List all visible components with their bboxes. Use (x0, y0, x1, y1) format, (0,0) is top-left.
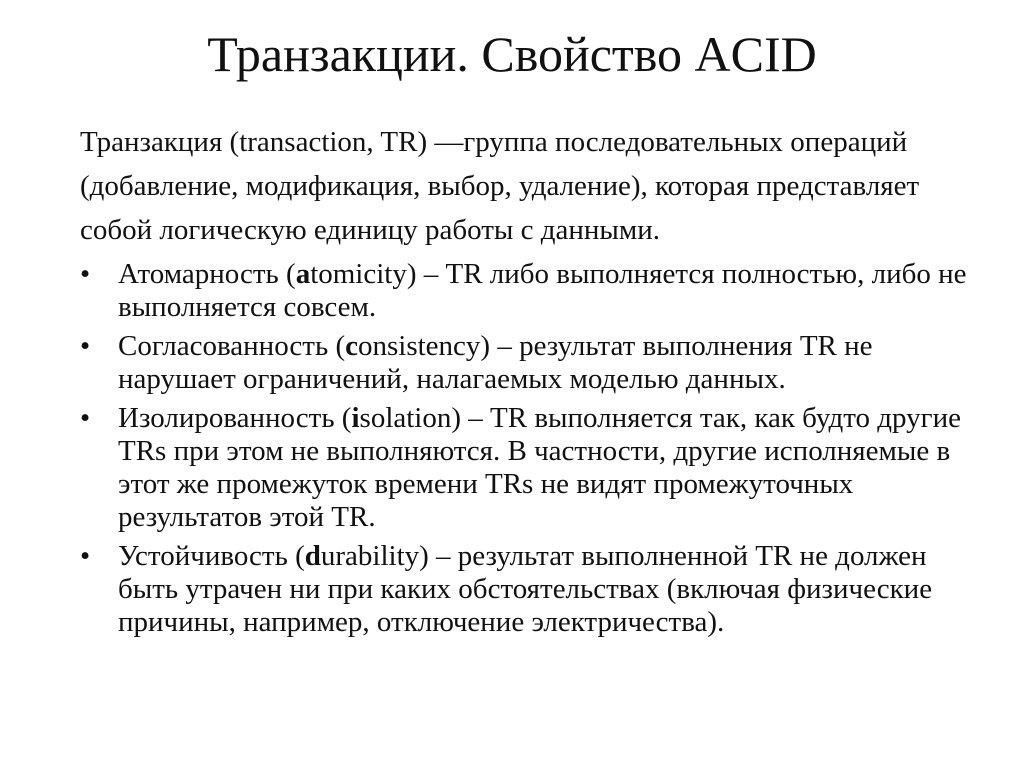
bullet-text-after: solation) – TR выполняется так, как будто другие TRs при этом не выполняются. В частности, другие исполняемые в этот же промежуток времени TRs не видят промежуточных результатов этой TR. (118, 402, 961, 533)
bullet-text (118, 540, 932, 638)
intro-paragraph: Транзакция (transaction, TR) —группа последовательных операций (добавление, модификация, выбор, удаление), которая представляет собой логическую единицу работы с данными. (80, 126, 920, 246)
bullet-dot-icon: • (80, 330, 91, 362)
bullet-text-before: Согласованность ( (118, 330, 346, 362)
bullet-text-before: Атомарность ( (118, 258, 296, 290)
bullet-text (118, 330, 873, 395)
bullet-text (118, 402, 961, 533)
bullet-dot-icon: • (80, 402, 91, 434)
bullet-consistency (80, 330, 980, 396)
acid-bullet-list (80, 258, 980, 639)
bullet-dot-icon: • (80, 258, 91, 290)
bullet-key-letter: a (295, 258, 311, 290)
bullet-atomicity (80, 258, 980, 324)
bullet-text-after: urability) – результат выполненной TR не должен быть утрачен ни при каких обстоятельствах (включая физические причины, например, отключение электричества). (118, 540, 933, 638)
bullet-key-letter: i (351, 402, 360, 434)
bullet-text-before: Устойчивость ( (118, 540, 305, 572)
bullet-text-after: tomicity) – TR либо выполняется полностью, либо не выполняется совсем. (118, 258, 967, 323)
bullet-text-before: Изолированность ( (118, 402, 352, 434)
bullet-isolation (80, 402, 980, 534)
bullet-dot-icon: • (80, 540, 91, 572)
slide-title: Транзакции. Свойство ACID (207, 26, 817, 82)
bullet-key-letter: c (345, 330, 358, 362)
bullet-text-after: onsistency) – результат выполнения TR не нарушает ограничений, налагаемых моделью данных. (118, 330, 873, 395)
slide-content (80, 120, 980, 639)
bullet-durability (80, 540, 980, 639)
bullet-text (118, 258, 966, 323)
bullet-key-letter: d (304, 540, 321, 572)
